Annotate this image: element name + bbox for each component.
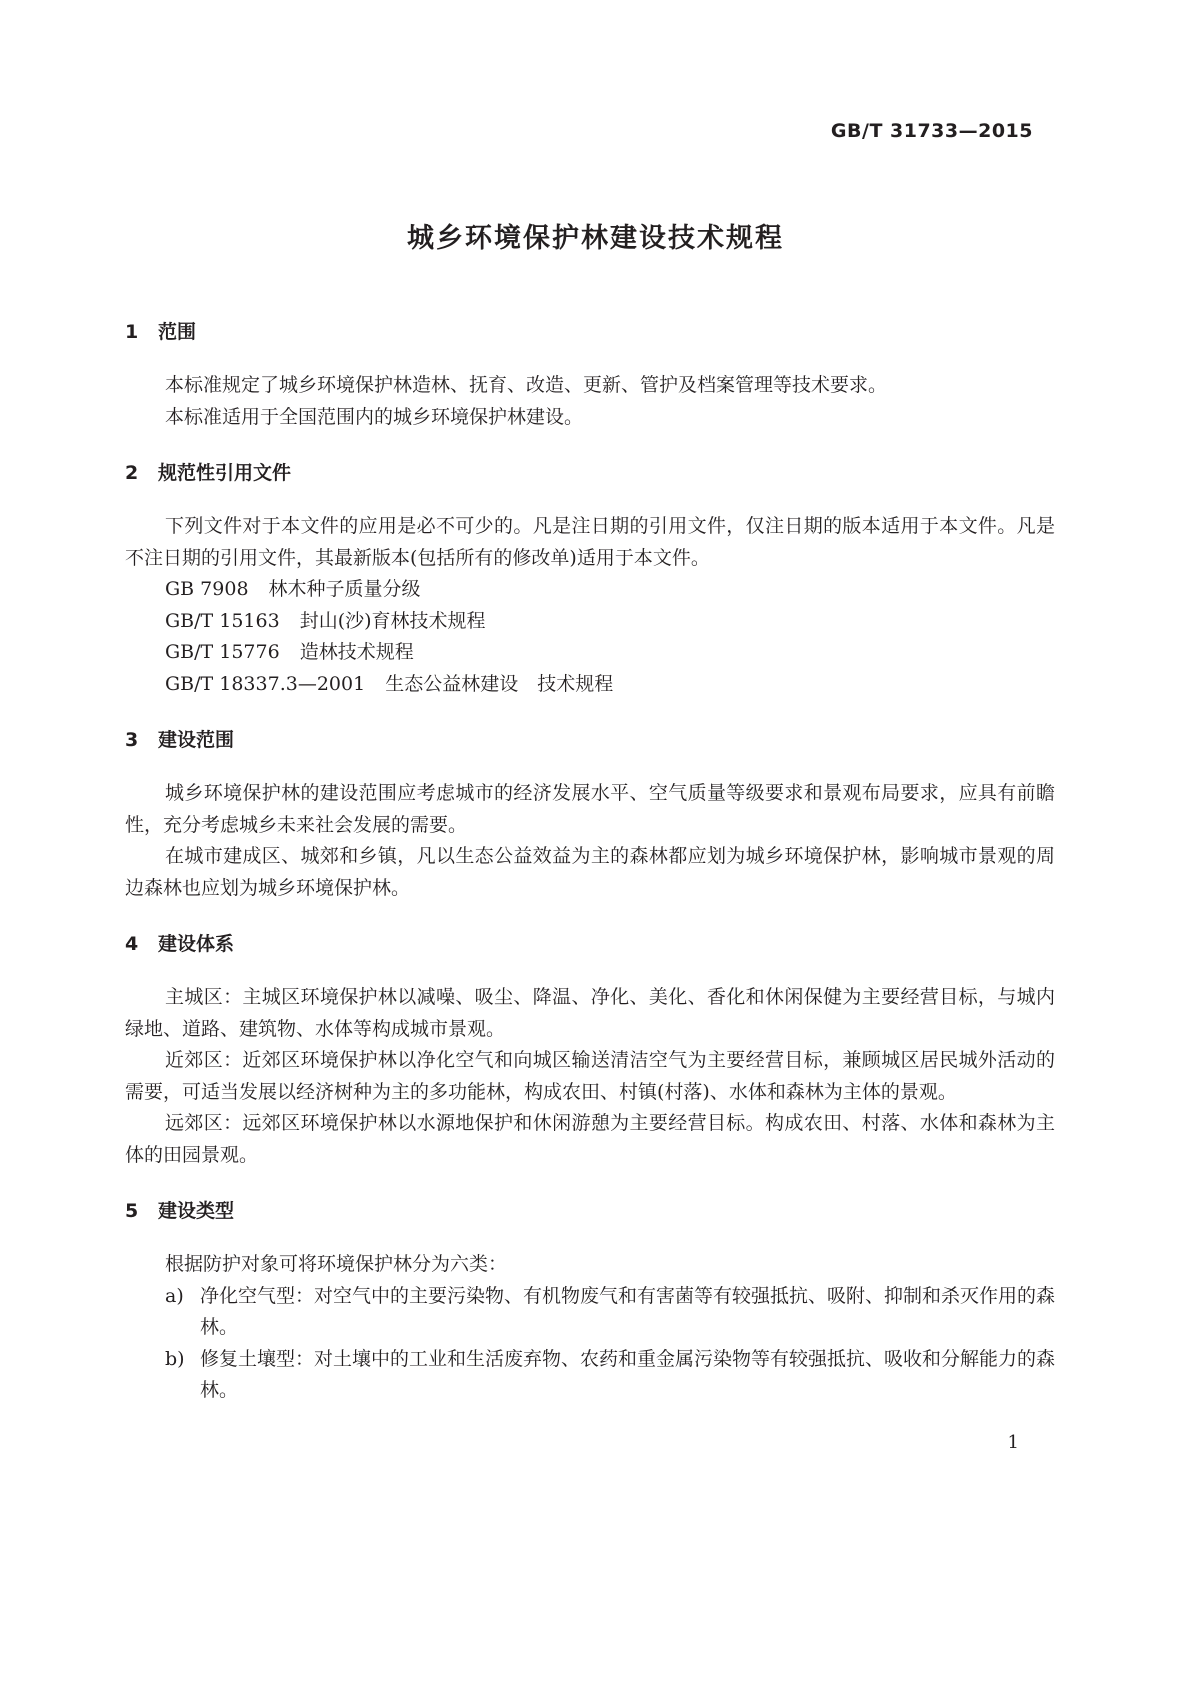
- paragraph: 远郊区：远郊区环境保护林以水源地保护和休闲游憩为主要经营目标。构成农田、村落、水体和森林为主体的田园景观。: [125, 1112, 1055, 1166]
- reference-code: GB/T 15776: [165, 641, 280, 663]
- section-title: 建设体系: [158, 933, 235, 955]
- section-number: 4: [125, 933, 139, 955]
- section-heading: [125, 930, 1055, 958]
- section-title: 范围: [158, 321, 197, 343]
- section-normative-references: [125, 459, 1055, 700]
- reference-code: GB/T 18337.3—2001: [165, 672, 366, 695]
- list-item: [125, 1281, 1055, 1344]
- reference-item: [125, 574, 1055, 606]
- reference-code: GB 7908: [165, 578, 249, 600]
- list-item-text: 修复土壤型：对土壤中的工业和生活废弃物、农药和重金属污染物等有较强抵抗、吸收和分解能力的森林。: [200, 1347, 1056, 1401]
- document-body: [125, 318, 1055, 1407]
- document-title: 城乡环境保护林建设技术规程: [407, 223, 784, 254]
- list-marker: a): [165, 1284, 184, 1307]
- section-construction-scope: [125, 726, 1055, 904]
- section-heading: [125, 726, 1055, 754]
- paragraph: 本标准规定了城乡环境保护林造林、抚育、改造、更新、管护及档案管理等技术要求。: [165, 374, 888, 396]
- reference-name: 造林技术规程: [299, 641, 414, 663]
- section-title: 建设范围: [158, 729, 235, 751]
- section-heading: [125, 318, 1055, 346]
- reference-name: 生态公益林建设 技术规程: [385, 672, 614, 695]
- standard-code: GB/T 31733—2015: [830, 120, 1033, 142]
- paragraph: 根据防护对象可将环境保护林分为六类：: [165, 1253, 508, 1275]
- paragraph: 本标准适用于全国范围内的城乡环境保护林建设。: [165, 405, 584, 428]
- reference-name: 林木种子质量分级: [268, 578, 421, 600]
- paragraph: 近郊区：近郊区环境保护林以净化空气和向城区输送清洁空气为主要经营目标，兼顾城区居民城外活动的需要，可适当发展以经济树种为主的多功能林，构成农田、村镇(村落)、水体和森林为主体的景观。: [125, 1049, 1055, 1103]
- page-number: 1: [1007, 1432, 1019, 1453]
- paragraph: 在城市建成区、城郊和乡镇，凡以生态公益效益为主的森林都应划为城乡环境保护林，影响城市景观的周边森林也应划为城乡环境保护林。: [125, 845, 1055, 899]
- list-item: [125, 1344, 1055, 1407]
- section-title: 规范性引用文件: [158, 462, 292, 484]
- type-list: [125, 1281, 1055, 1407]
- reference-item: [125, 637, 1055, 669]
- section-construction-system: [125, 930, 1055, 1171]
- section-heading: [125, 459, 1055, 487]
- list-marker: b): [165, 1347, 185, 1370]
- reference-item: [125, 669, 1055, 701]
- reference-name: 封山(沙)育林技术规程: [299, 609, 486, 632]
- paragraph: 城乡环境保护林的建设范围应考虑城市的经济发展水平、空气质量等级要求和景观布局要求，应具有前瞻性，充分考虑城乡未来社会发展的需要。: [125, 782, 1055, 836]
- section-number: 5: [125, 1200, 139, 1222]
- paragraph: 主城区：主城区环境保护林以减噪、吸尘、降温、净化、美化、香化和休闲保健为主要经营目标，与城内绿地、道路、建筑物、水体等构成城市景观。: [125, 986, 1055, 1040]
- section-heading: [125, 1197, 1055, 1225]
- section-title: 建设类型: [158, 1200, 235, 1222]
- list-item-text: 净化空气型：对空气中的主要污染物、有机物废气和有害菌等有较强抵抗、吸附、抑制和杀灭作用的森林。: [200, 1284, 1056, 1338]
- reference-item: [125, 606, 1055, 638]
- paragraph: 下列文件对于本文件的应用是必不可少的。凡是注日期的引用文件，仅注日期的版本适用于本文件。凡是不注日期的引用文件，其最新版本(包括所有的修改单)适用于本文件。: [125, 515, 1055, 569]
- section-scope: [125, 318, 1055, 433]
- section-number: 3: [125, 729, 139, 751]
- section-number: 2: [125, 462, 139, 484]
- section-number: 1: [125, 321, 139, 343]
- reference-code: GB/T 15163: [165, 609, 280, 632]
- section-construction-types: [125, 1197, 1055, 1407]
